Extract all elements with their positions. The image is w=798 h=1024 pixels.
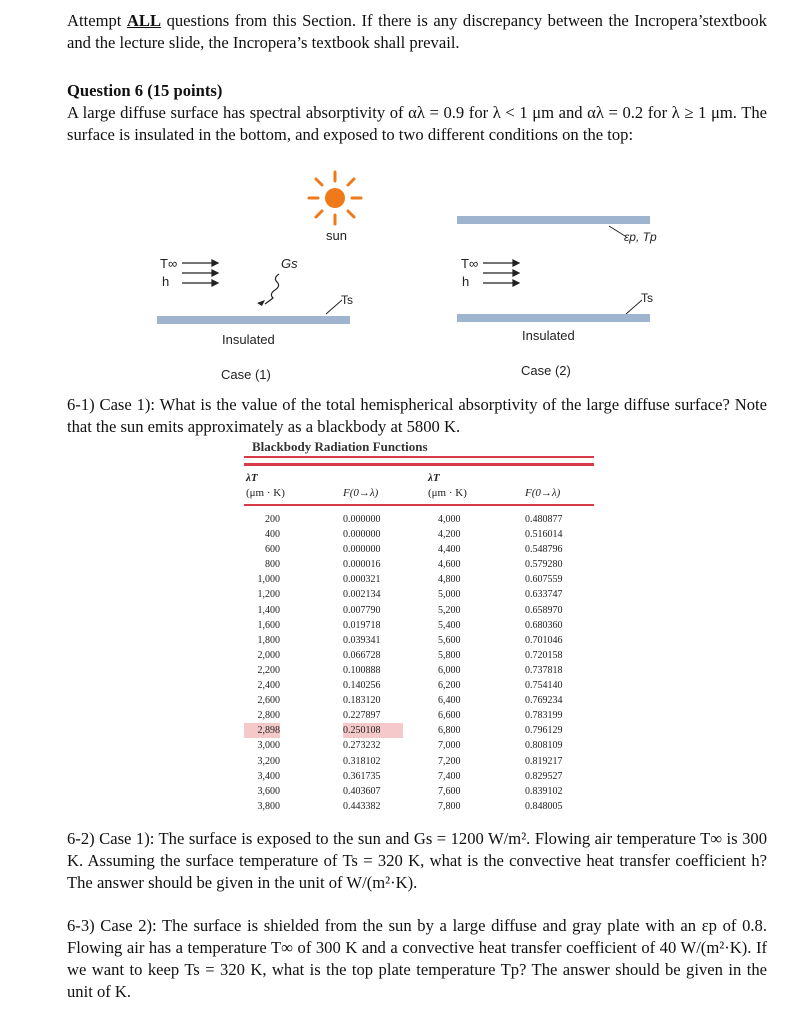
F-left-cell: 0.019718 — [343, 619, 381, 631]
lambdaT-right-cell: 7,600 — [438, 785, 461, 797]
F-right-cell: 0.516014 — [525, 529, 563, 541]
F-left-cell: 0.000000 — [343, 514, 381, 525]
lambdaT-right-cell: 7,200 — [438, 755, 461, 767]
lambdaT-right-cell: 4,400 — [438, 544, 461, 556]
lambdaT-left-cell: 400 — [265, 529, 280, 541]
table-header-rule — [244, 504, 594, 506]
lambdaT-left-cell: 3,800 — [257, 800, 280, 812]
question-title: Question 6 (15 points) — [67, 81, 223, 100]
lambdaT-left-cell: 2,000 — [257, 649, 280, 661]
lambdaT-right-cell: 6,600 — [438, 710, 461, 722]
F-left-cell: 0.000000 — [343, 544, 381, 556]
F-right-cell: 0.701046 — [525, 634, 563, 646]
lambdaT-left-cell: 800 — [265, 559, 280, 571]
case1-insulated-label: Insulated — [222, 332, 275, 347]
case1-tinf-label: T∞ — [160, 256, 178, 271]
case2-tinf-label: T∞ — [461, 256, 479, 271]
case2-top-plate — [457, 216, 650, 224]
sun-label: sun — [326, 228, 347, 243]
lambdaT-right-cell: 6,000 — [438, 664, 461, 676]
intro-paragraph — [67, 10, 767, 54]
F-right-cell: 0.819217 — [525, 755, 563, 767]
F-right-cell: 0.783199 — [525, 710, 563, 722]
F-right-cell: 0.633747 — [525, 589, 563, 601]
lambdaT-right-cell: 4,600 — [438, 559, 461, 571]
case1-surface — [157, 316, 350, 324]
table-top-rule — [244, 463, 594, 466]
lambdaT-left-cell: 3,400 — [257, 770, 280, 782]
case2-label: Case (2) — [521, 363, 571, 378]
F-right-cell: 0.720158 — [525, 649, 563, 661]
lambdaT-left-cell: 600 — [265, 544, 280, 556]
lambdaT-left-cell: 1,400 — [257, 604, 280, 616]
F-left-cell: 0.183120 — [343, 695, 381, 707]
question-text: A large diffuse surface has spectral absorptivity of αλ = 0.9 for λ < 1 μm and αλ = 0.2 for λ ≥ 1 μm. The surface is insulated in the bottom, and exposed to two different conditions on the top: — [67, 103, 767, 144]
F-left-cell: 0.273232 — [343, 740, 381, 752]
col1-header-symbol: λT — [246, 472, 258, 484]
radiation-wave-icon — [253, 272, 283, 306]
question-6-1: 6-1) Case 1): What is the value of the total hemispherical absorptivity of the large diffuse surface? Note that the sun emits approximately as a blackbody at 5800 K. — [67, 395, 767, 436]
F-right-cell: 0.480877 — [525, 514, 563, 525]
col1-header-unit: (μm · K) — [246, 487, 285, 499]
F-left-cell: 0.000321 — [343, 574, 381, 586]
F-left-cell: 0.100888 — [343, 664, 381, 676]
F-right-cell: 0.829527 — [525, 770, 563, 782]
lambdaT-left-cell: 2,600 — [257, 695, 280, 707]
F-right-cell: 0.769234 — [525, 695, 563, 707]
case2-insulated-label: Insulated — [522, 328, 575, 343]
lambdaT-right-cell: 4,800 — [438, 574, 461, 586]
lambdaT-right-cell: 5,600 — [438, 634, 461, 646]
F-left-column — [343, 512, 403, 814]
intro-all: ALL — [126, 11, 162, 30]
F-left-cell: 0.007790 — [343, 604, 381, 616]
case2-surface — [457, 314, 650, 322]
figure — [0, 170, 798, 385]
lambdaT-left-cell: 1,200 — [257, 589, 280, 601]
gs-label: Gs — [281, 256, 298, 271]
lambdaT-right-cell: 5,400 — [438, 619, 461, 631]
lambdaT-right-cell: 5,800 — [438, 649, 461, 661]
F-right-column — [525, 512, 585, 814]
case2-h-label: h — [462, 274, 470, 289]
F-right-cell: 0.848005 — [525, 800, 563, 812]
lambdaT-right-cell: 6,400 — [438, 695, 461, 707]
F-right-cell: 0.796129 — [525, 725, 563, 737]
lambdaT-left-cell: 3,600 — [257, 785, 280, 797]
F-right-cell: 0.839102 — [525, 785, 563, 797]
lambdaT-right-cell: 6,800 — [438, 725, 461, 737]
F-left-cell: 0.250108 — [343, 723, 403, 738]
F-left-cell: 0.000000 — [343, 529, 381, 541]
F-left-cell: 0.361735 — [343, 770, 381, 782]
intro-before: Attempt — [67, 11, 127, 30]
col3-header-unit: (μm · K) — [428, 487, 467, 499]
lambdaT-left-cell: 2,800 — [257, 710, 280, 722]
F-left-cell: 0.318102 — [343, 755, 381, 767]
lambdaT-left-cell: 3,200 — [257, 755, 280, 767]
sun-icon — [307, 170, 363, 226]
col2-header: F(0→λ) — [343, 487, 379, 499]
case2-flow-arrows-icon — [481, 258, 521, 288]
F-left-cell: 0.000016 — [343, 559, 381, 571]
F-right-cell: 0.607559 — [525, 574, 563, 586]
lambdaT-right-column — [438, 512, 488, 814]
intro-after: questions from this Section. If there is any discrepancy between the Incropera’stextbook and the lecture slide, the Incropera’s textbook shall prevail. — [67, 11, 767, 52]
lambdaT-right-cell: 6,200 — [438, 680, 461, 692]
table-top-rule-thin — [244, 456, 594, 458]
lambdaT-right-cell: 5,200 — [438, 604, 461, 616]
case1-ts-label: Ts — [341, 293, 353, 307]
case1-h-label: h — [162, 274, 170, 289]
F-right-cell: 0.579280 — [525, 559, 563, 571]
F-right-cell: 0.548796 — [525, 544, 563, 556]
case2-ts-label: Ts — [641, 291, 653, 305]
lambdaT-left-cell: 200 — [265, 514, 280, 525]
plate-label: εp, Tp — [624, 230, 657, 244]
F-left-cell: 0.039341 — [343, 634, 381, 646]
case1-label: Case (1) — [221, 367, 271, 382]
F-left-cell: 0.002134 — [343, 589, 381, 601]
F-right-cell: 0.808109 — [525, 740, 563, 752]
lambdaT-left-cell: 2,200 — [257, 664, 280, 676]
F-right-cell: 0.658970 — [525, 604, 563, 616]
lambdaT-left-cell: 1,000 — [257, 574, 280, 586]
lambdaT-left-cell: 2,400 — [257, 680, 280, 692]
F-left-cell: 0.140256 — [343, 680, 381, 692]
question-6-3: 6-3) Case 2): The surface is shielded from the sun by a large diffuse and gray plate with an εp of 0.8. Flowing air has a temperature T∞ of 300 K and a convective heat transfer coefficient of 40 W/(m²·K). If we want to keep Ts = 320 K, what is the top plate temperature Tp? The answer should be given in the unit of K. — [67, 916, 767, 1001]
F-left-cell: 0.403607 — [343, 785, 381, 797]
table-title: Blackbody Radiation Functions — [252, 439, 428, 454]
lambdaT-left-cell: 1,800 — [257, 634, 280, 646]
F-right-cell: 0.737818 — [525, 664, 563, 676]
F-right-cell: 0.754140 — [525, 680, 563, 692]
col3-header-symbol: λT — [428, 472, 440, 484]
lambdaT-left-cell: 3,000 — [257, 740, 280, 752]
F-left-cell: 0.227897 — [343, 710, 381, 722]
question-6-2: 6-2) Case 1): The surface is exposed to the sun and Gs = 1200 W/m². Flowing air temperature T∞ is 300 K. Assuming the surface temperature of Ts = 320 K, what is the convective heat transfer coefficient h? The answer should be given in the unit of W/(m²·K). — [67, 829, 767, 892]
case1-flow-arrows-icon — [180, 258, 220, 288]
lambdaT-right-cell: 4,200 — [438, 529, 461, 541]
F-right-cell: 0.680360 — [525, 619, 563, 631]
lambdaT-right-cell: 7,800 — [438, 800, 461, 812]
lambdaT-left-cell: 2,898 — [244, 723, 280, 738]
lambdaT-right-cell: 4,000 — [438, 514, 461, 525]
F-left-cell: 0.066728 — [343, 649, 381, 661]
lambdaT-left-column — [244, 512, 280, 814]
col4-header: F(0→λ) — [525, 487, 561, 499]
lambdaT-right-cell: 7,400 — [438, 770, 461, 782]
F-left-cell: 0.443382 — [343, 800, 381, 812]
lambdaT-right-cell: 5,000 — [438, 589, 461, 601]
lambdaT-right-cell: 7,000 — [438, 740, 461, 752]
lambdaT-left-cell: 1,600 — [257, 619, 280, 631]
